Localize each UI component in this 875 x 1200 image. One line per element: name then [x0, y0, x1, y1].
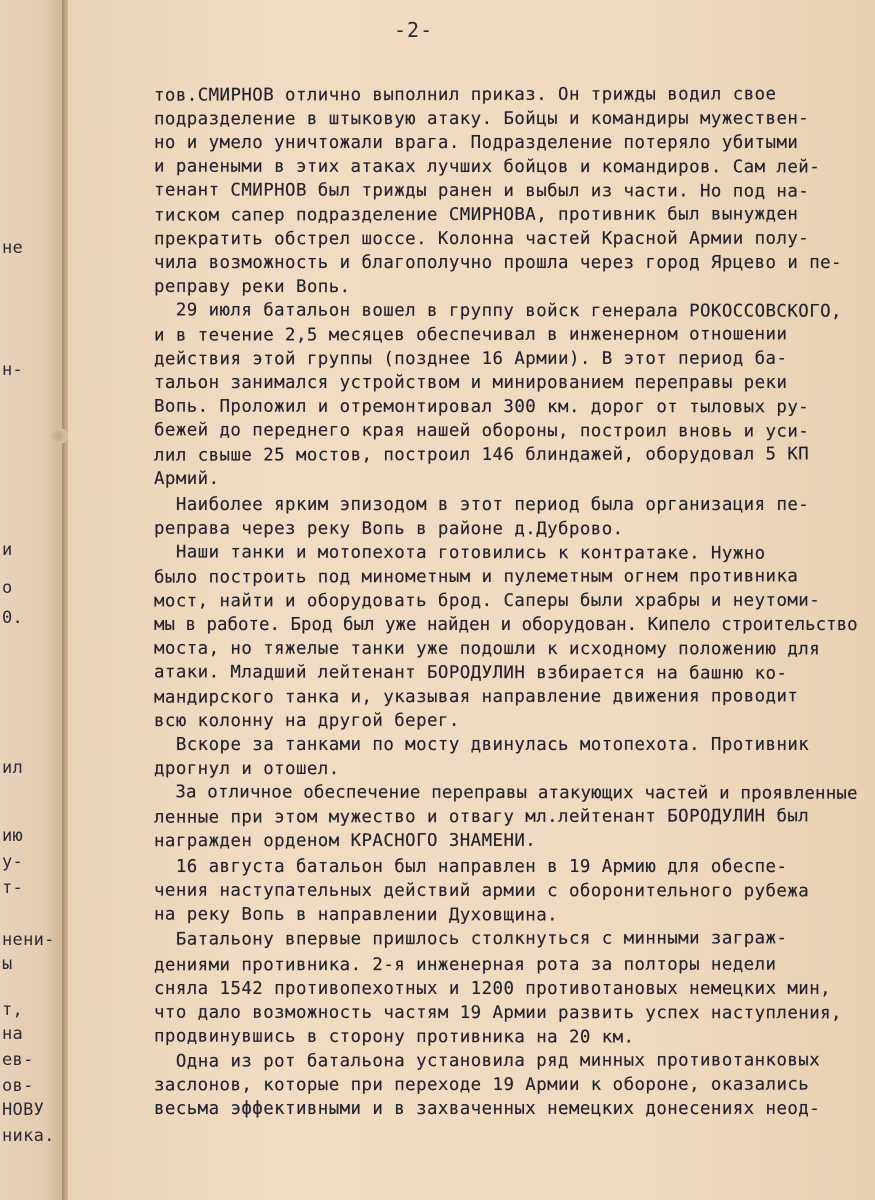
text-line: 16 августа батальон был направлен в 19 Армию для обеспе- — [154, 857, 788, 877]
margin-fragment: ов- — [2, 1076, 34, 1096]
text-line: тиском сапер подразделение СМИРНОВА, противник был вынужден — [153, 204, 799, 226]
text-line: бежей до переднего края нашей обороны, построил вновь и уси- — [153, 420, 810, 442]
text-line: тов.СМИРНОВ отлично выполнил приказ. Он трижды водил свое — [153, 84, 777, 106]
text-line: заслонов, которые при переходе 19 Армии к обороне, оказались — [153, 1074, 810, 1096]
margin-fragment: ию — [2, 826, 24, 846]
text-line: весьма эффективными и в захваченных немецких донесениях неод- — [154, 1099, 821, 1119]
text-line: За отличное обеспечение переправы атакующих частей и проявленные — [153, 782, 858, 804]
margin-fragment: у- — [2, 852, 24, 872]
text-line: чения наступательных действий армии с оборонительного рубежа — [153, 880, 810, 902]
margin-fragment: н- — [2, 360, 24, 380]
text-line: Одна из рот батальона установила ряд минных противотанковых — [153, 1050, 821, 1072]
text-line: что дало возможность частям 19 Армии развить успех наступления, — [153, 1002, 842, 1024]
margin-fragment: и — [2, 540, 13, 560]
text-line: сняла 1542 противопехотных и 1200 противотановых немецких мин, — [154, 979, 832, 999]
text-line: реправу реки Вопь. — [153, 276, 351, 298]
margin-fragment: 0. — [2, 608, 24, 628]
text-line: всю колонну на другой берег. — [153, 710, 460, 732]
typed-page — [68, 0, 875, 1200]
margin-fragment: о — [2, 578, 13, 598]
text-line: было построить под минометным и пулеметным огнем противника — [153, 566, 799, 588]
text-line: моста, но тяжелые танки уже подошли к исходному положению для — [153, 638, 821, 660]
text-line: мандирского танка и, указывая направление движения проводит — [153, 686, 799, 708]
text-line: ленные при этом мужество и отвагу мл.лейтенант БОРОДУЛИН был — [153, 806, 810, 828]
text-line: и ранеными в этих атаках лучших бойцов и командиров. Сам лей- — [153, 156, 821, 178]
margin-fragment: НОВУ — [2, 1100, 45, 1120]
text-line: подразделение в штыковую атаку. Бойцы и командиры мужествен- — [153, 108, 810, 130]
text-line: чила возможность и благополучно прошла через город Ярцево и пе- — [154, 253, 842, 273]
text-line: Вопь. Проложил и отремонтировал 300 км. дорог от тыловых ру- — [153, 396, 810, 418]
text-line: Батальону впервые пришлось столкнуться с минными заграж- — [153, 928, 788, 950]
text-line: тенант СМИРНОВ был трижды ранен и выбыл из части. Но под на- — [153, 180, 810, 202]
text-line: продвинувшись в сторону противника на 20 км. — [153, 1026, 635, 1048]
text-line: Армий. — [153, 468, 220, 490]
text-line: мы в работе. Брод был уже найден и оборудован. Кипело строительство — [154, 615, 858, 635]
margin-fragment: нени- — [2, 930, 55, 950]
text-line: и в течение 2,5 месяцев обеспечивал в инженерном отношении — [153, 324, 788, 346]
text-line: Вскоре за танками по мосту двинулась мотопехота. Противник — [154, 735, 810, 755]
text-line: на реку Вопь в направлении Духовщина. — [153, 904, 559, 926]
margin-fragment: ил — [2, 758, 24, 778]
margin-fragment: ника. — [2, 1126, 55, 1146]
text-line: мост, найти и оборудовать брод. Саперы были храбры и неутоми- — [153, 590, 821, 612]
text-line: но и умело уничтожали врага. Подразделение потеряло убитыми — [154, 133, 799, 153]
text-line: дениями противника. 2-я инженерная рота за полторы недели — [153, 954, 777, 976]
margin-fragment: ев- — [2, 1050, 34, 1070]
text-line: прекратить обстрел шоссе. Колонна частей Красной Армии полу- — [153, 228, 810, 250]
page-number: -2- — [394, 18, 434, 42]
margin-fragment: т- — [2, 878, 24, 898]
margin-fragment: не — [2, 238, 24, 258]
text-line: Наши танки и мотопехота готовились к контратаке. Нужно — [153, 542, 766, 564]
text-line: дрогнул и отошел. — [153, 758, 340, 780]
margin-fragment: на — [2, 1024, 24, 1044]
text-line: действия этой группы (позднее 16 Армии). В этот период ба- — [153, 348, 788, 370]
binding-hole — [50, 428, 68, 444]
text-line: награжден орденом КРАСНОГО ЗНАМЕНИ. — [153, 830, 537, 852]
margin-fragment: ы — [2, 954, 13, 974]
text-line: 29 июля батальон вошел в группу войск генерала РОКОССОВСКОГО, — [153, 300, 842, 322]
text-line: лил свыше 25 мостов, построил 146 блиндажей, оборудовал 5 КП — [153, 444, 810, 466]
text-line: реправа через реку Вопь в районе д.Дуброво. — [153, 518, 624, 540]
left-page-edge — [0, 0, 64, 1200]
margin-fragment: т, — [2, 1000, 24, 1020]
text-line: Наиболее ярким эпизодом в этот период была организация пе- — [154, 495, 810, 515]
text-line: атаки. Младший лейтенант БОРОДУЛИН взбирается на башню ко- — [153, 662, 788, 684]
text-line: тальон занимался устройством и минированием переправы реки — [154, 373, 788, 393]
